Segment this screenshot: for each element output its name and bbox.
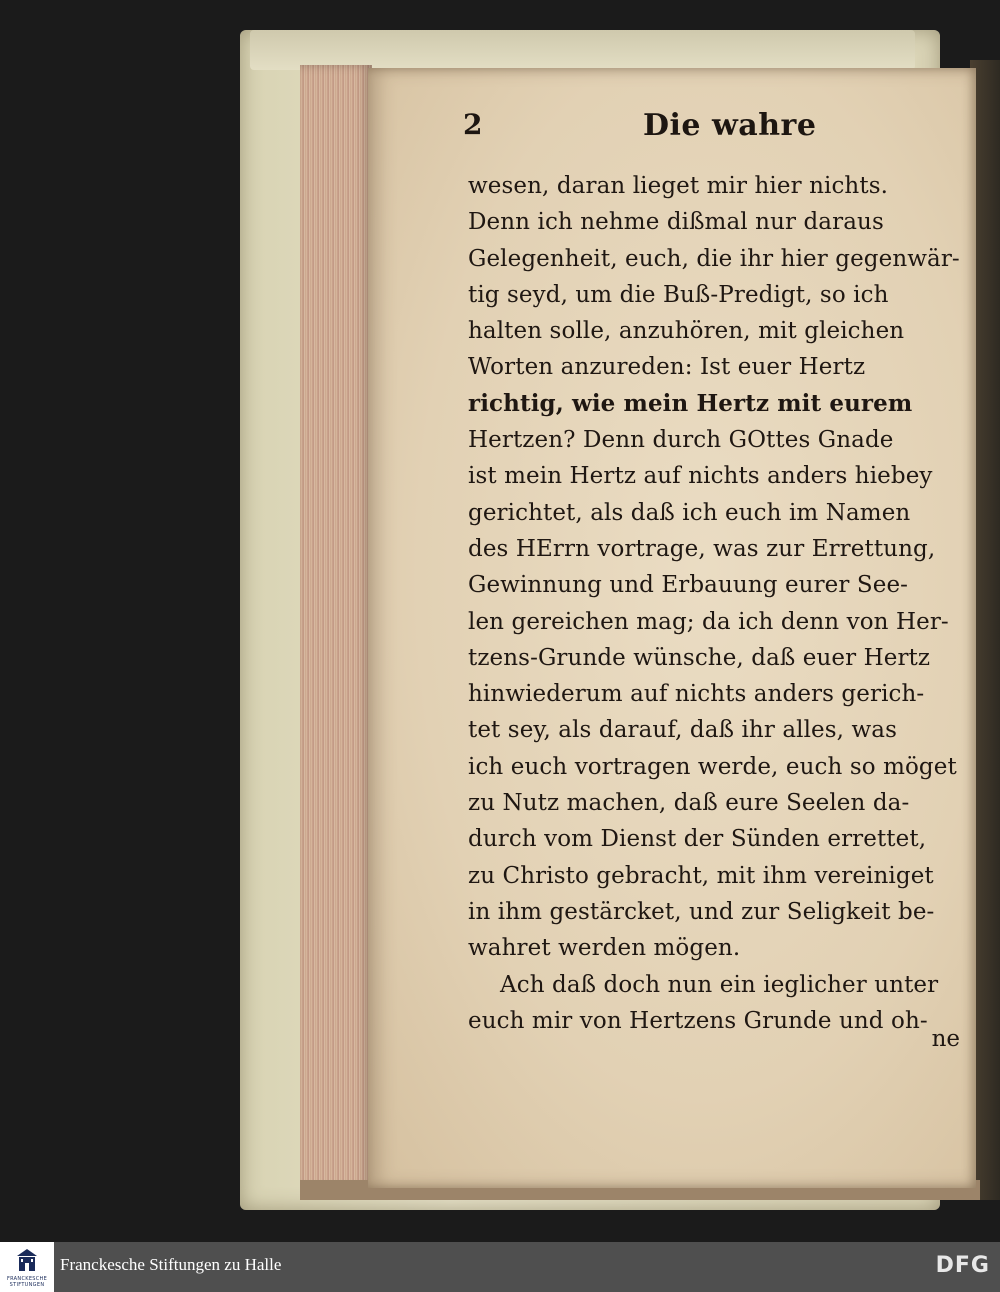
- page-edges: [300, 65, 372, 1190]
- text-line: gerichtet, als daß ich euch im Namen: [468, 499, 911, 526]
- text-line: tzens-Grunde wünsche, daß euer Hertz: [468, 644, 931, 671]
- institution-name[interactable]: Franckesche Stiftungen zu Halle: [60, 1255, 282, 1274]
- text-line: tig seyd, um die Buß-Predigt, so ich: [468, 281, 889, 308]
- text-line: halten solle, anzuhören, mit gleichen: [468, 318, 905, 345]
- dfg-logo[interactable]: DFG: [935, 1253, 990, 1278]
- text-line: len gereichen mag; da ich denn von Her-: [468, 608, 949, 635]
- book-page: [368, 68, 976, 1188]
- catchword: ne: [931, 1026, 960, 1052]
- body-text: [468, 168, 968, 1039]
- text-line: Worten anzureden: Ist euer Hertz: [468, 354, 866, 381]
- text-line: wahret werden mögen.: [468, 935, 741, 962]
- page-header: [463, 108, 943, 148]
- text-line: tet sey, als darauf, daß ihr alles, was: [468, 717, 897, 744]
- text-line: Gelegenheit, euch, die ihr hier gegenwär-: [468, 245, 960, 272]
- cover-top-edge: [250, 30, 915, 70]
- text-line: hinwiederum auf nichts anders gerich-: [468, 681, 925, 708]
- text-line: Hertzen? Denn durch GOttes Gnade: [468, 427, 894, 454]
- text-line: richtig, wie mein Hertz mit eurem: [468, 389, 913, 417]
- institution-logo[interactable]: [0, 1242, 54, 1292]
- text-line: zu Nutz machen, daß eure Seelen da-: [468, 790, 910, 817]
- text-line: zu Christo gebracht, mit ihm vereiniget: [468, 862, 934, 889]
- text-line: in ihm gestärcket, und zur Seligkeit be-: [468, 898, 935, 925]
- footer-bar: [0, 1242, 1000, 1292]
- page-number: 2: [463, 108, 483, 141]
- text-line: ist mein Hertz auf nichts anders hiebey: [468, 463, 933, 490]
- running-title: Die wahre: [643, 108, 817, 143]
- text-line: des HErrn vortrage, was zur Errettung,: [468, 535, 936, 562]
- text-line: durch vom Dienst der Sünden errettet,: [468, 826, 927, 853]
- text-line: wesen, daran lieget mir hier nichts.: [468, 173, 889, 199]
- text-line: Denn ich nehme dißmal nur daraus: [468, 209, 884, 236]
- building-icon: [16, 1248, 38, 1274]
- text-line: euch mir von Hertzens Grunde und oh-: [468, 1007, 928, 1034]
- logo-text: FRANCKESCHE STIFTUNGEN: [6, 1276, 48, 1288]
- text-line: Gewinnung und Erbauung eurer See-: [468, 572, 909, 599]
- text-line: ich euch vortragen werde, euch so möget: [468, 753, 957, 780]
- text-line: Ach daß doch nun ein ieglicher unter: [500, 971, 939, 998]
